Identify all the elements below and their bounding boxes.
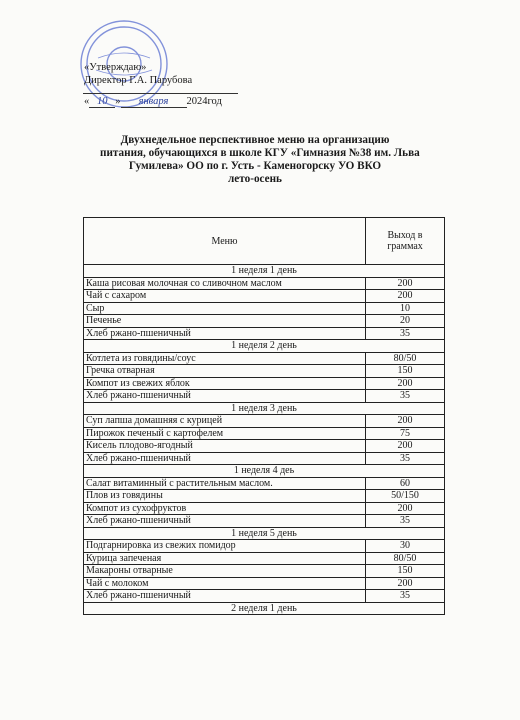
dish-quantity: 200 bbox=[366, 440, 445, 453]
date-close-quote: » bbox=[115, 96, 121, 107]
dish-quantity: 20 bbox=[366, 315, 445, 328]
menu-table-body bbox=[84, 265, 445, 615]
dish-quantity: 200 bbox=[366, 577, 445, 590]
day-section-title: 1 неделя 3 день bbox=[84, 402, 445, 415]
dish-quantity: 80/50 bbox=[366, 552, 445, 565]
table-row bbox=[84, 540, 445, 553]
table-header-row bbox=[84, 218, 445, 265]
dish-name: Чай с молоком bbox=[84, 577, 366, 590]
table-row bbox=[84, 552, 445, 565]
table-row bbox=[84, 327, 445, 340]
dish-quantity: 200 bbox=[366, 377, 445, 390]
header-output-line-1: Выход в bbox=[387, 230, 423, 241]
table-row bbox=[84, 315, 445, 328]
title-line-3: Гумилева» ОО по г. Усть - Каменогорску УО ВКО bbox=[128, 160, 382, 172]
signature-line bbox=[83, 93, 238, 94]
table-row bbox=[84, 352, 445, 365]
day-section-title: 1 неделя 4 деь bbox=[84, 465, 445, 478]
dish-name: Хлеб ржано-пшеничный bbox=[84, 390, 366, 403]
table-row bbox=[84, 427, 445, 440]
dish-name: Компот из сухофруктов bbox=[84, 502, 366, 515]
dish-name: Хлеб ржано-пшеничный bbox=[84, 515, 366, 528]
day-section-row bbox=[84, 340, 445, 353]
dish-quantity: 50/150 bbox=[366, 490, 445, 503]
table-row bbox=[84, 302, 445, 315]
dish-name: Подгарнировка из свежих помидор bbox=[84, 540, 366, 553]
dish-quantity: 75 bbox=[366, 427, 445, 440]
day-section-row bbox=[84, 402, 445, 415]
dish-name: Каша рисовая молочная со сливочном маслом bbox=[84, 277, 366, 290]
dish-name: Кисель плодово-ягодный bbox=[84, 440, 366, 453]
dish-quantity: 150 bbox=[366, 365, 445, 378]
dish-name: Салат витаминный с растительным маслом. bbox=[84, 477, 366, 490]
dish-name: Компот из свежих яблок bbox=[84, 377, 366, 390]
dish-name: Печенье bbox=[84, 315, 366, 328]
approval-block bbox=[84, 62, 192, 87]
day-section-row bbox=[84, 265, 445, 278]
dish-quantity: 35 bbox=[366, 590, 445, 603]
table-row bbox=[84, 490, 445, 503]
table-row bbox=[84, 577, 445, 590]
dish-quantity: 200 bbox=[366, 502, 445, 515]
date-year: 2024год bbox=[186, 96, 222, 107]
table-row bbox=[84, 277, 445, 290]
dish-name: Пирожок печеный с картофелем bbox=[84, 427, 366, 440]
table-row bbox=[84, 452, 445, 465]
dish-quantity: 10 bbox=[366, 302, 445, 315]
table-row bbox=[84, 290, 445, 303]
day-section-title: 1 неделя 2 день bbox=[84, 340, 445, 353]
date-day: 10 bbox=[89, 96, 115, 108]
date-open-quote: « bbox=[84, 96, 90, 107]
day-section-title: 1 неделя 5 день bbox=[84, 527, 445, 540]
table-row bbox=[84, 415, 445, 428]
title-line-2: питания, обучающихся в школе КГУ «Гимназия №38 им. Льва bbox=[100, 147, 420, 159]
table-row bbox=[84, 377, 445, 390]
table-row bbox=[84, 590, 445, 603]
header-output bbox=[366, 218, 445, 265]
table-row bbox=[84, 390, 445, 403]
title-line-1: Двухнедельное перспективное меню на организацию bbox=[120, 134, 390, 146]
table-row bbox=[84, 502, 445, 515]
day-section-row bbox=[84, 527, 445, 540]
day-section-row bbox=[84, 602, 445, 615]
dish-name: Котлета из говядины/соус bbox=[84, 352, 366, 365]
dish-name: Макароны отварные bbox=[84, 565, 366, 578]
date-month: января bbox=[121, 96, 187, 108]
table-row bbox=[84, 365, 445, 378]
table-row bbox=[84, 477, 445, 490]
dish-name: Хлеб ржано-пшеничный bbox=[84, 590, 366, 603]
header-menu: Меню bbox=[84, 218, 366, 265]
dish-quantity: 35 bbox=[366, 515, 445, 528]
dish-quantity: 200 bbox=[366, 290, 445, 303]
dish-name: Сыр bbox=[84, 302, 366, 315]
document-title bbox=[100, 134, 420, 186]
dish-quantity: 200 bbox=[366, 277, 445, 290]
dish-name: Суп лапша домашняя с курицей bbox=[84, 415, 366, 428]
approve-label: «Утверждаю» bbox=[84, 62, 147, 73]
dish-name: Плов из говядины bbox=[84, 490, 366, 503]
dish-quantity: 35 bbox=[366, 452, 445, 465]
table-row bbox=[84, 440, 445, 453]
director-label: Директор Г.А. Парубова bbox=[84, 74, 193, 86]
dish-quantity: 60 bbox=[366, 477, 445, 490]
dish-quantity: 35 bbox=[366, 390, 445, 403]
menu-table bbox=[83, 217, 445, 615]
dish-name: Курица запеченая bbox=[84, 552, 366, 565]
dish-name: Хлеб ржано-пшеничный bbox=[84, 327, 366, 340]
header-output-line-2: граммах bbox=[387, 241, 423, 252]
dish-quantity: 30 bbox=[366, 540, 445, 553]
title-line-4: лето-осень bbox=[228, 173, 282, 185]
day-section-row bbox=[84, 465, 445, 478]
dish-name: Чай с сахаром bbox=[84, 290, 366, 303]
dish-quantity: 150 bbox=[366, 565, 445, 578]
dish-name: Хлеб ржано-пшеничный bbox=[84, 452, 366, 465]
dish-quantity: 200 bbox=[366, 415, 445, 428]
dish-quantity: 80/50 bbox=[366, 352, 445, 365]
table-row bbox=[84, 515, 445, 528]
day-section-title: 1 неделя 1 день bbox=[84, 265, 445, 278]
dish-quantity: 35 bbox=[366, 327, 445, 340]
dish-name: Гречка отварная bbox=[84, 365, 366, 378]
day-section-title: 2 неделя 1 день bbox=[84, 602, 445, 615]
table-row bbox=[84, 565, 445, 578]
approval-date bbox=[84, 96, 222, 108]
